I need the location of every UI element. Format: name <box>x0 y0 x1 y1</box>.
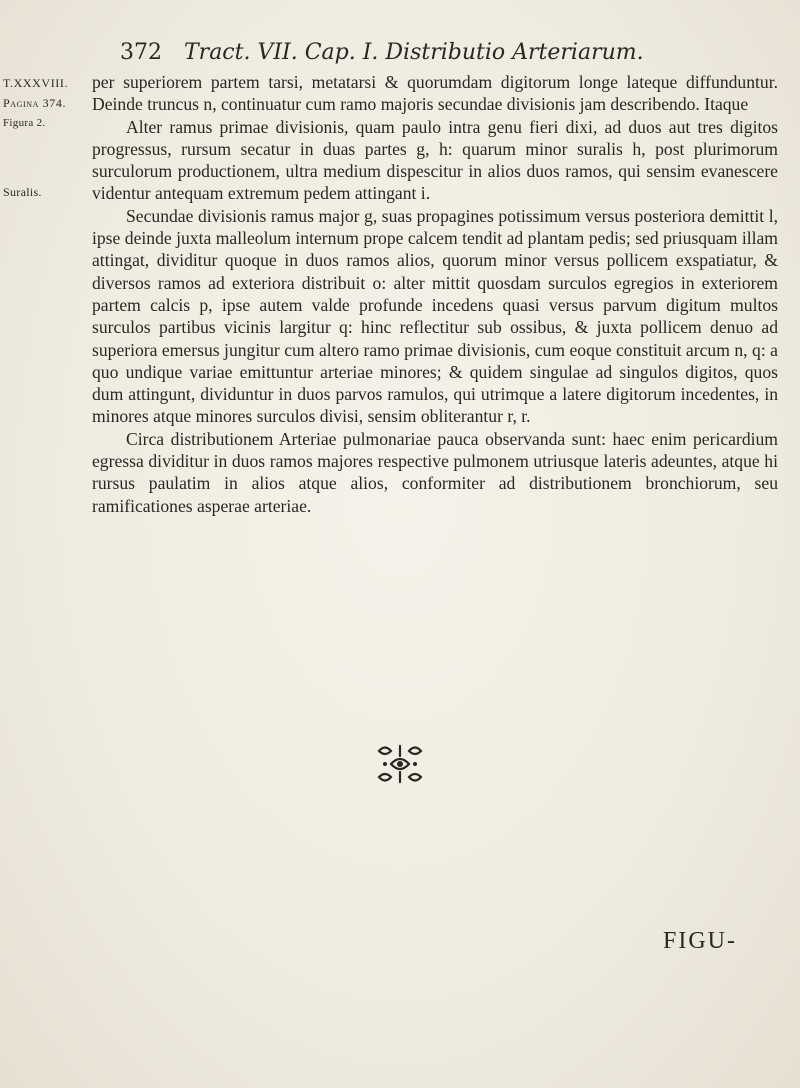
paragraph-continuation: per superiorem partem tarsi, metatarsi & quorumdam digitorum longe lateque diffunduntur. Deinde truncus n, continuatur cum ramo majoris secundae divisionis jam describendo. Itaque <box>92 72 778 115</box>
margin-figure-ref: Figura 2. <box>3 117 46 129</box>
margin-suralis: Suralis. <box>3 185 42 199</box>
running-title: Tract. VII. Cap. I. Distributio Arteriarum. <box>184 40 644 65</box>
paragraph-secundae-divisionis: Secundae divisionis ramus major g, suas propagines potissimum versus posteriora demittit l, ipse deinde juxta malleolum internum prope calcem tendit ad plantam pedis; sed priusquam illam attingat, dividitur quoque in duos ramos alios, quorum minor versus pollicem exspatiatur, & diversos ramos ad exteriora distribuit o: alter mittit quosdam surculos egregios in exteriorem partem calcis p, ipse autem valde profunde incedens quasi versus parvum digitum multos surculos partibus vicinis largitur q: hinc reflectitur sub ossibus, & juxta pollicem denuo ad superiora emersus jungitur cum altero ramo primae divisionis, cum eoque constituit arcum n, q: a quo undique variae emittuntur arteriae minores; & quidem singulae ad singulos digitos, quos dum attingunt, dividuntur in duos parvos ramulos, qui utrimque a latere digitorum incedentes, in minores atque minores surculos divisi, sensim obliterantur r, r. <box>92 205 778 427</box>
running-header <box>120 40 760 66</box>
body-text <box>92 71 778 517</box>
page-number: 372 <box>120 40 162 65</box>
paragraph-arteria-pulmonaria: Circa distributionem Arteriae pulmonariae pauca observanda sunt: haec enim pericardium egressa dividitur in duos ramos majores respective pulmonem utriusque lateris adeuntes, atque hi rursus paulatim in alios atque alios, conformiter ad distributionem bronchiorum, seu ramificationes asperae arteriae. <box>92 428 778 516</box>
margin-table-ref: T.XXXVIII. <box>3 76 69 90</box>
paragraph-alter-ramus: Alter ramus primae divisionis, quam paulo intra genu fieri dixi, ad duos aut tres digitos progressus, rursum secatur in duas partes g, h: quarum minor suralis h, post plurimorum surculorum productionem, ultra medium dispescitur in alios duos ramos, qui sensim evanescere videntur antequam extremum pedem attingant i. <box>92 116 778 204</box>
printers-ornament-icon <box>373 742 427 786</box>
margin-page-ref: Pagina 374. <box>3 96 67 110</box>
catchword: FIGU- <box>663 928 737 954</box>
